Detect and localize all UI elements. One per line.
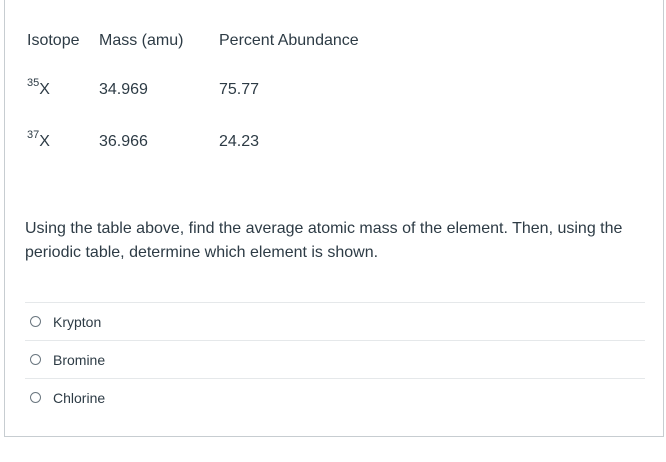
isotope-table <box>23 25 379 168</box>
mass-number: 37 <box>27 128 40 141</box>
answer-option-bromine[interactable] <box>25 340 645 378</box>
table-row <box>23 116 379 168</box>
column-header-mass: Mass (amu) <box>99 32 184 49</box>
quiz-question-card <box>4 0 664 437</box>
mass-cell: 36.966 <box>99 133 148 150</box>
answer-label[interactable]: Chlorine <box>53 389 106 406</box>
answer-label[interactable]: Krypton <box>53 313 102 330</box>
column-header-abundance: Percent Abundance <box>219 32 359 49</box>
abundance-cell: 24.23 <box>219 133 260 150</box>
element-symbol: X <box>39 81 50 98</box>
radio-button[interactable] <box>30 392 41 403</box>
element-symbol: X <box>39 133 50 150</box>
mass-cell: 34.969 <box>99 81 148 98</box>
answer-option-krypton[interactable] <box>25 302 645 340</box>
table-row <box>23 64 379 116</box>
answer-label[interactable]: Bromine <box>53 351 106 368</box>
abundance-cell: 75.77 <box>219 81 260 98</box>
radio-button[interactable] <box>30 354 41 365</box>
radio-button[interactable] <box>30 316 41 327</box>
isotope-cell <box>23 116 99 168</box>
table-header-row <box>23 25 379 64</box>
mass-number: 35 <box>27 76 40 89</box>
answer-list <box>25 302 645 416</box>
question-text: Using the table above, find the average atomic mass of the element. Then, using the periodic table, determine which element is shown. <box>25 220 623 261</box>
column-header-isotope: Isotope <box>27 32 80 49</box>
isotope-cell <box>23 64 99 116</box>
answer-option-chlorine[interactable] <box>25 378 645 416</box>
